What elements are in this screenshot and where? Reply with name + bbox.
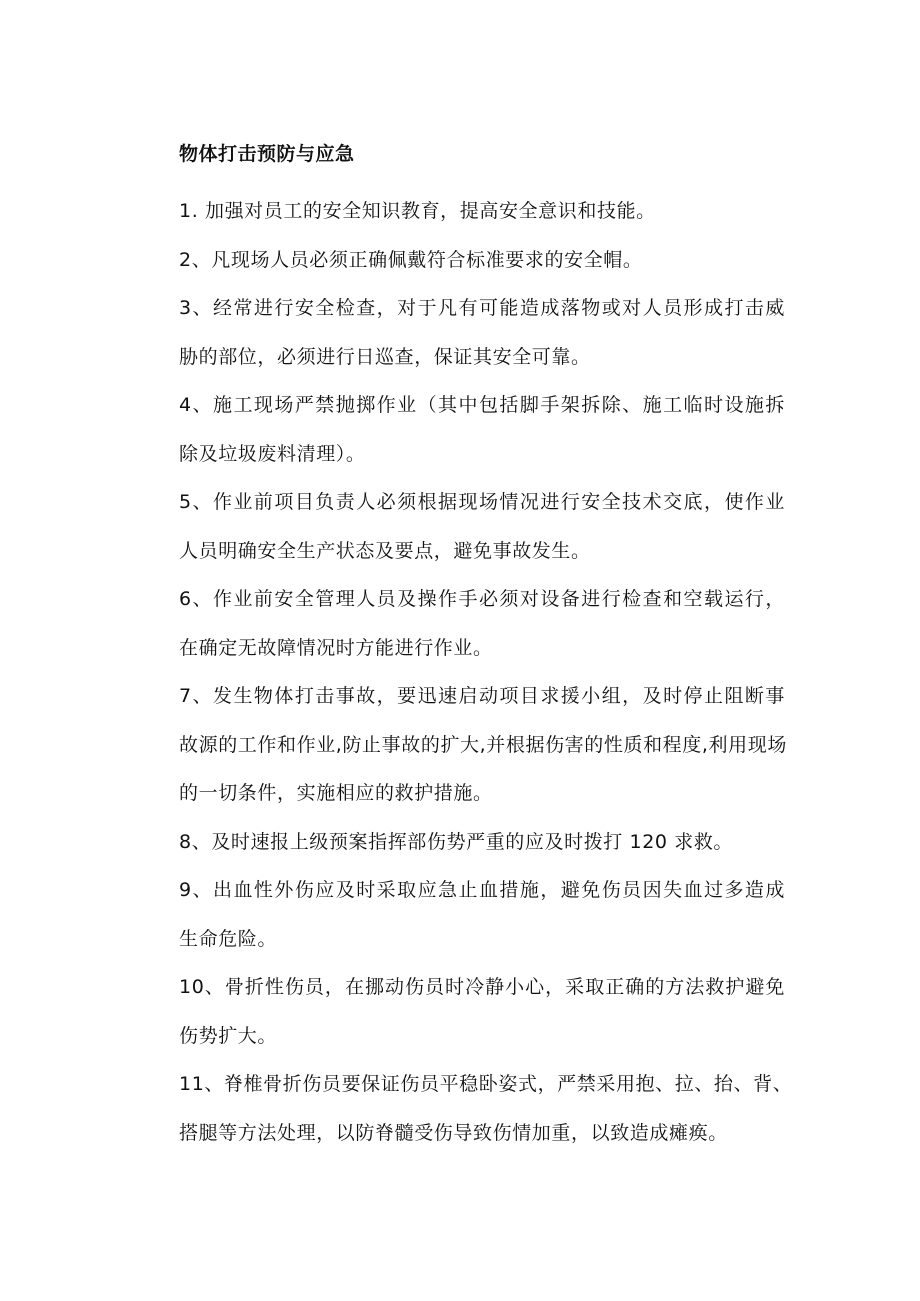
paragraph-5: [137, 478, 785, 575]
paragraph-1: [137, 187, 785, 236]
paragraph-line: 2、凡现场人员必须正确佩戴符合标准要求的安全帽。: [179, 248, 643, 271]
paragraph-3: [137, 284, 785, 381]
paragraph-line: 6、作业前安全管理人员及操作手必须对设备进行检查和空载运行，: [179, 588, 785, 610]
paragraph-line: 生命危险。: [179, 927, 278, 950]
paragraph-line: 1. 加强对员工的安全知识教育，提高安全意识和技能。: [179, 200, 656, 222]
paragraph-6: [137, 575, 785, 672]
paragraph-line: 人员明确安全生产状态及要点，避免事故发生。: [179, 539, 591, 562]
paragraph-line: 8、及时速报上级预案指挥部伤势严重的应及时拨打 120 求救。: [179, 830, 734, 853]
paragraph-7: [137, 672, 785, 818]
paragraph-4: [137, 381, 785, 478]
paragraph-line: 9、出血性外伤应及时采取应急止血措施，避免伤员因失血过多造成: [179, 879, 785, 901]
paragraph-line: 的一切条件，实施相应的救护措施。: [179, 782, 493, 804]
document-title: 物体打击预防与应急: [179, 143, 355, 165]
paragraph-line: 3、经常进行安全检查，对于凡有可能造成落物或对人员形成打击威: [179, 297, 785, 319]
paragraph-line: 7、发生物体打击事故，要迅速启动项目求援小组，及时停止阻断事: [179, 685, 785, 707]
paragraph-line: 故源的工作和作业,防止事故的扩大,并根据伤害的性质和程度,利用现场: [179, 733, 787, 756]
paragraph-2: [137, 236, 785, 285]
paragraph-line: 除及垃圾废料清理）。: [179, 442, 366, 465]
paragraph-8: [137, 818, 785, 867]
paragraph-line: 搭腿等方法处理，以防脊髓受伤导致伤情加重，以致造成瘫痪。: [179, 1121, 728, 1144]
paragraph-10: [137, 963, 785, 1060]
paragraph-line: 4、施工现场严禁抛掷作业（其中包括脚手架拆除、施工临时设施拆: [179, 394, 785, 416]
paragraph-11: [137, 1060, 793, 1157]
paragraph-line: 5、作业前项目负责人必须根据现场情况进行安全技术交底，使作业: [179, 491, 785, 513]
document-page: [137, 138, 793, 1157]
paragraph-line: 11、脊椎骨折伤员要保证伤员平稳卧姿式，严禁采用抱、拉、抬、背、: [179, 1073, 793, 1095]
paragraph-9: [137, 866, 785, 963]
paragraph-line: 伤势扩大。: [179, 1024, 278, 1047]
paragraph-line: 胁的部位，必须进行日巡查，保证其安全可靠。: [179, 345, 591, 368]
paragraph-line: 10、骨折性伤员，在挪动伤员时冷静小心，采取正确的方法救护避免: [179, 976, 785, 998]
paragraph-line: 在确定无故障情况时方能进行作业。: [179, 636, 493, 659]
